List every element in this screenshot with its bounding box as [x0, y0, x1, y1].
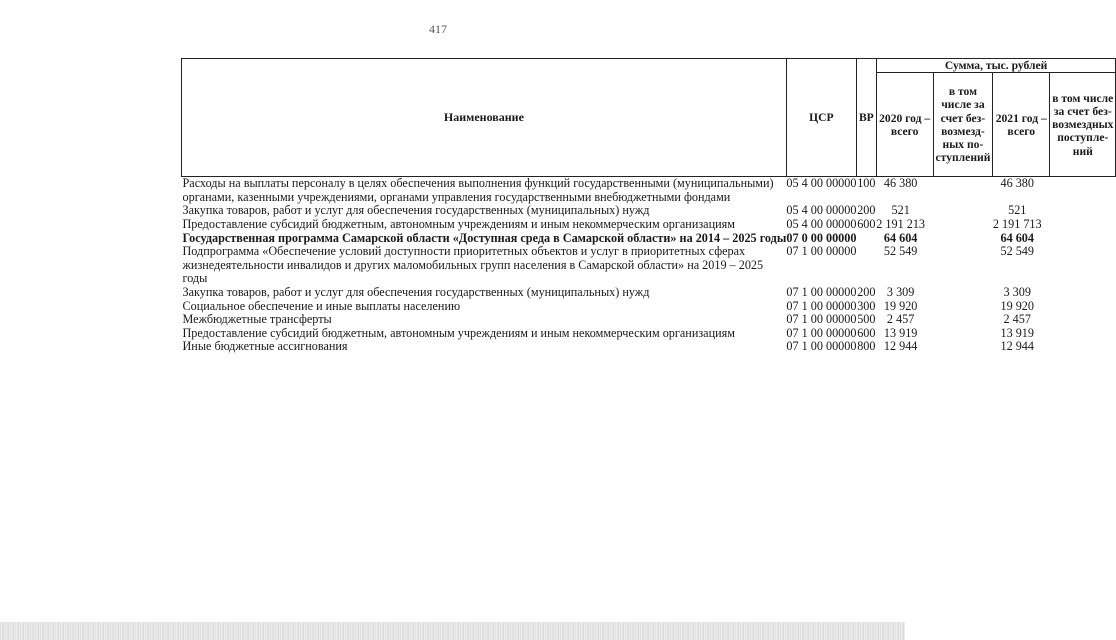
header-2020-total: 2020 год – всего	[876, 73, 933, 177]
row-2021-total: 2 457	[1003, 312, 1031, 327]
row-2021-free	[1050, 218, 1116, 232]
row-2020-total: 46 380	[883, 176, 918, 191]
table-row	[182, 177, 1116, 205]
row-csr: 07 0 00 00000	[786, 230, 857, 245]
row-csr: 07 1 00 00000	[786, 339, 857, 354]
row-csr: 05 4 00 00000	[786, 176, 857, 191]
row-2020-total: 3 309	[886, 284, 915, 299]
row-csr: 07 1 00 00000	[786, 325, 857, 340]
header-name: Наименование	[182, 59, 787, 177]
header-2021-free: в том числе за счет без-возмездных поступле-ний	[1050, 73, 1116, 177]
row-2020-free	[933, 340, 993, 354]
table-header	[182, 59, 1116, 177]
row-name: Закупка товаров, работ и услуг для обеспечения государственных (муниципальных) нужд	[182, 203, 650, 218]
row-2020-free	[933, 313, 993, 327]
row-2020-free	[933, 286, 993, 300]
row-vr: 200	[857, 284, 876, 299]
row-2021-total: 46 380	[1000, 176, 1034, 191]
row-csr: 07 1 00 00000	[786, 284, 857, 299]
row-vr: 100	[857, 176, 876, 191]
row-2021-free	[1050, 177, 1116, 205]
row-vr: 200	[857, 203, 876, 218]
row-vr	[856, 232, 876, 246]
row-2021-total: 3 309	[1003, 284, 1031, 299]
table-row	[182, 245, 1116, 286]
table-row	[182, 218, 1116, 232]
header-csr: ЦСР	[786, 59, 856, 177]
table-row	[182, 204, 1116, 218]
row-csr: 05 4 00 00000	[786, 203, 857, 218]
row-name: Расходы на выплаты персоналу в целях обеспечения выполнения функций государственными (муниципальными) органами, казенными учреждениями, органами управления государственными внебюджетными фондами	[182, 176, 774, 204]
row-2021-free	[1050, 340, 1116, 354]
row-name: Межбюджетные трансферты	[182, 312, 332, 327]
table-row	[182, 327, 1116, 341]
row-name: Закупка товаров, работ и услуг для обеспечения государственных (муниципальных) нужд	[182, 284, 650, 299]
header-sum-group: Сумма, тыс. рублей	[876, 59, 1116, 73]
row-2021-free	[1050, 232, 1116, 246]
row-vr: 600	[857, 325, 876, 340]
header-vr: ВР	[856, 59, 876, 177]
row-2020-free	[933, 204, 993, 218]
row-vr: 800	[857, 339, 876, 354]
row-name: Государственная программа Самарской области «Доступная среда в Самарской области» на 2014 – 2025 годы	[182, 230, 787, 245]
row-2021-total: 12 944	[1000, 339, 1034, 354]
row-2020-total: 521	[891, 203, 910, 218]
row-2020-free	[933, 327, 993, 341]
row-name: Предоставление субсидий бюджетным, автономным учреждениям и иным некоммерческим организациям	[182, 325, 735, 340]
row-csr: 05 4 00 00000	[786, 216, 857, 231]
row-2020-free	[933, 218, 993, 232]
row-csr: 07 1 00 00000	[786, 298, 857, 313]
table-row	[182, 300, 1116, 314]
page-number: 417	[429, 22, 447, 36]
row-csr: 07 1 00 00000	[786, 244, 857, 259]
row-2021-free	[1050, 313, 1116, 327]
row-name: Социальное обеспечение и иные выплаты населению	[182, 298, 461, 313]
row-2021-free	[1050, 286, 1116, 300]
row-2021-free	[1050, 327, 1116, 341]
row-2021-free	[1050, 300, 1116, 314]
row-vr: 300	[857, 298, 876, 313]
row-name: Подпрограмма «Обеспечение условий доступности приоритетных объектов и услуг в приоритетных сферах жизнедеятельности инвалидов и других маломобильных групп населения в Самарской области» на 2019 – 2025 годы	[182, 244, 764, 286]
row-2020-free	[933, 232, 993, 246]
row-2020-free	[933, 177, 993, 205]
row-2021-free	[1050, 204, 1116, 218]
row-2020-total: 19 920	[883, 298, 918, 313]
row-2021-total: 13 919	[1000, 325, 1034, 340]
table-row	[182, 232, 1116, 246]
row-2020-free	[933, 245, 993, 286]
row-2020-total: 2 191 213	[876, 216, 926, 231]
table-row	[182, 340, 1116, 354]
row-2021-free	[1050, 245, 1116, 286]
budget-table	[181, 58, 1116, 354]
row-2020-total: 13 919	[883, 325, 918, 340]
header-2020-free: в том числе за счет без-возмезд-ных по-ступлений	[933, 73, 993, 177]
table-row	[182, 286, 1116, 300]
row-2020-free	[933, 300, 993, 314]
row-2021-total: 2 191 713	[992, 216, 1042, 231]
row-csr: 07 1 00 00000	[786, 312, 857, 327]
table-body	[182, 177, 1116, 354]
row-2020-total: 52 549	[883, 244, 918, 259]
row-2020-total: 64 604	[883, 230, 918, 245]
row-2021-total: 64 604	[1000, 230, 1034, 245]
header-2021-total: 2021 год – всего	[993, 73, 1050, 177]
row-2021-total: 19 920	[1000, 298, 1034, 313]
table-row	[182, 313, 1116, 327]
scan-edge	[0, 622, 905, 640]
row-2020-total: 2 457	[886, 312, 915, 327]
row-vr: 500	[857, 312, 876, 327]
row-name: Иные бюджетные ассигнования	[182, 339, 348, 354]
row-name: Предоставление субсидий бюджетным, автономным учреждениям и иным некоммерческим организациям	[182, 216, 735, 231]
row-2020-total: 12 944	[883, 339, 918, 354]
row-vr	[856, 245, 876, 286]
row-2021-total: 521	[1008, 203, 1027, 218]
row-vr: 600	[857, 216, 876, 231]
row-2021-total: 52 549	[1000, 244, 1034, 259]
